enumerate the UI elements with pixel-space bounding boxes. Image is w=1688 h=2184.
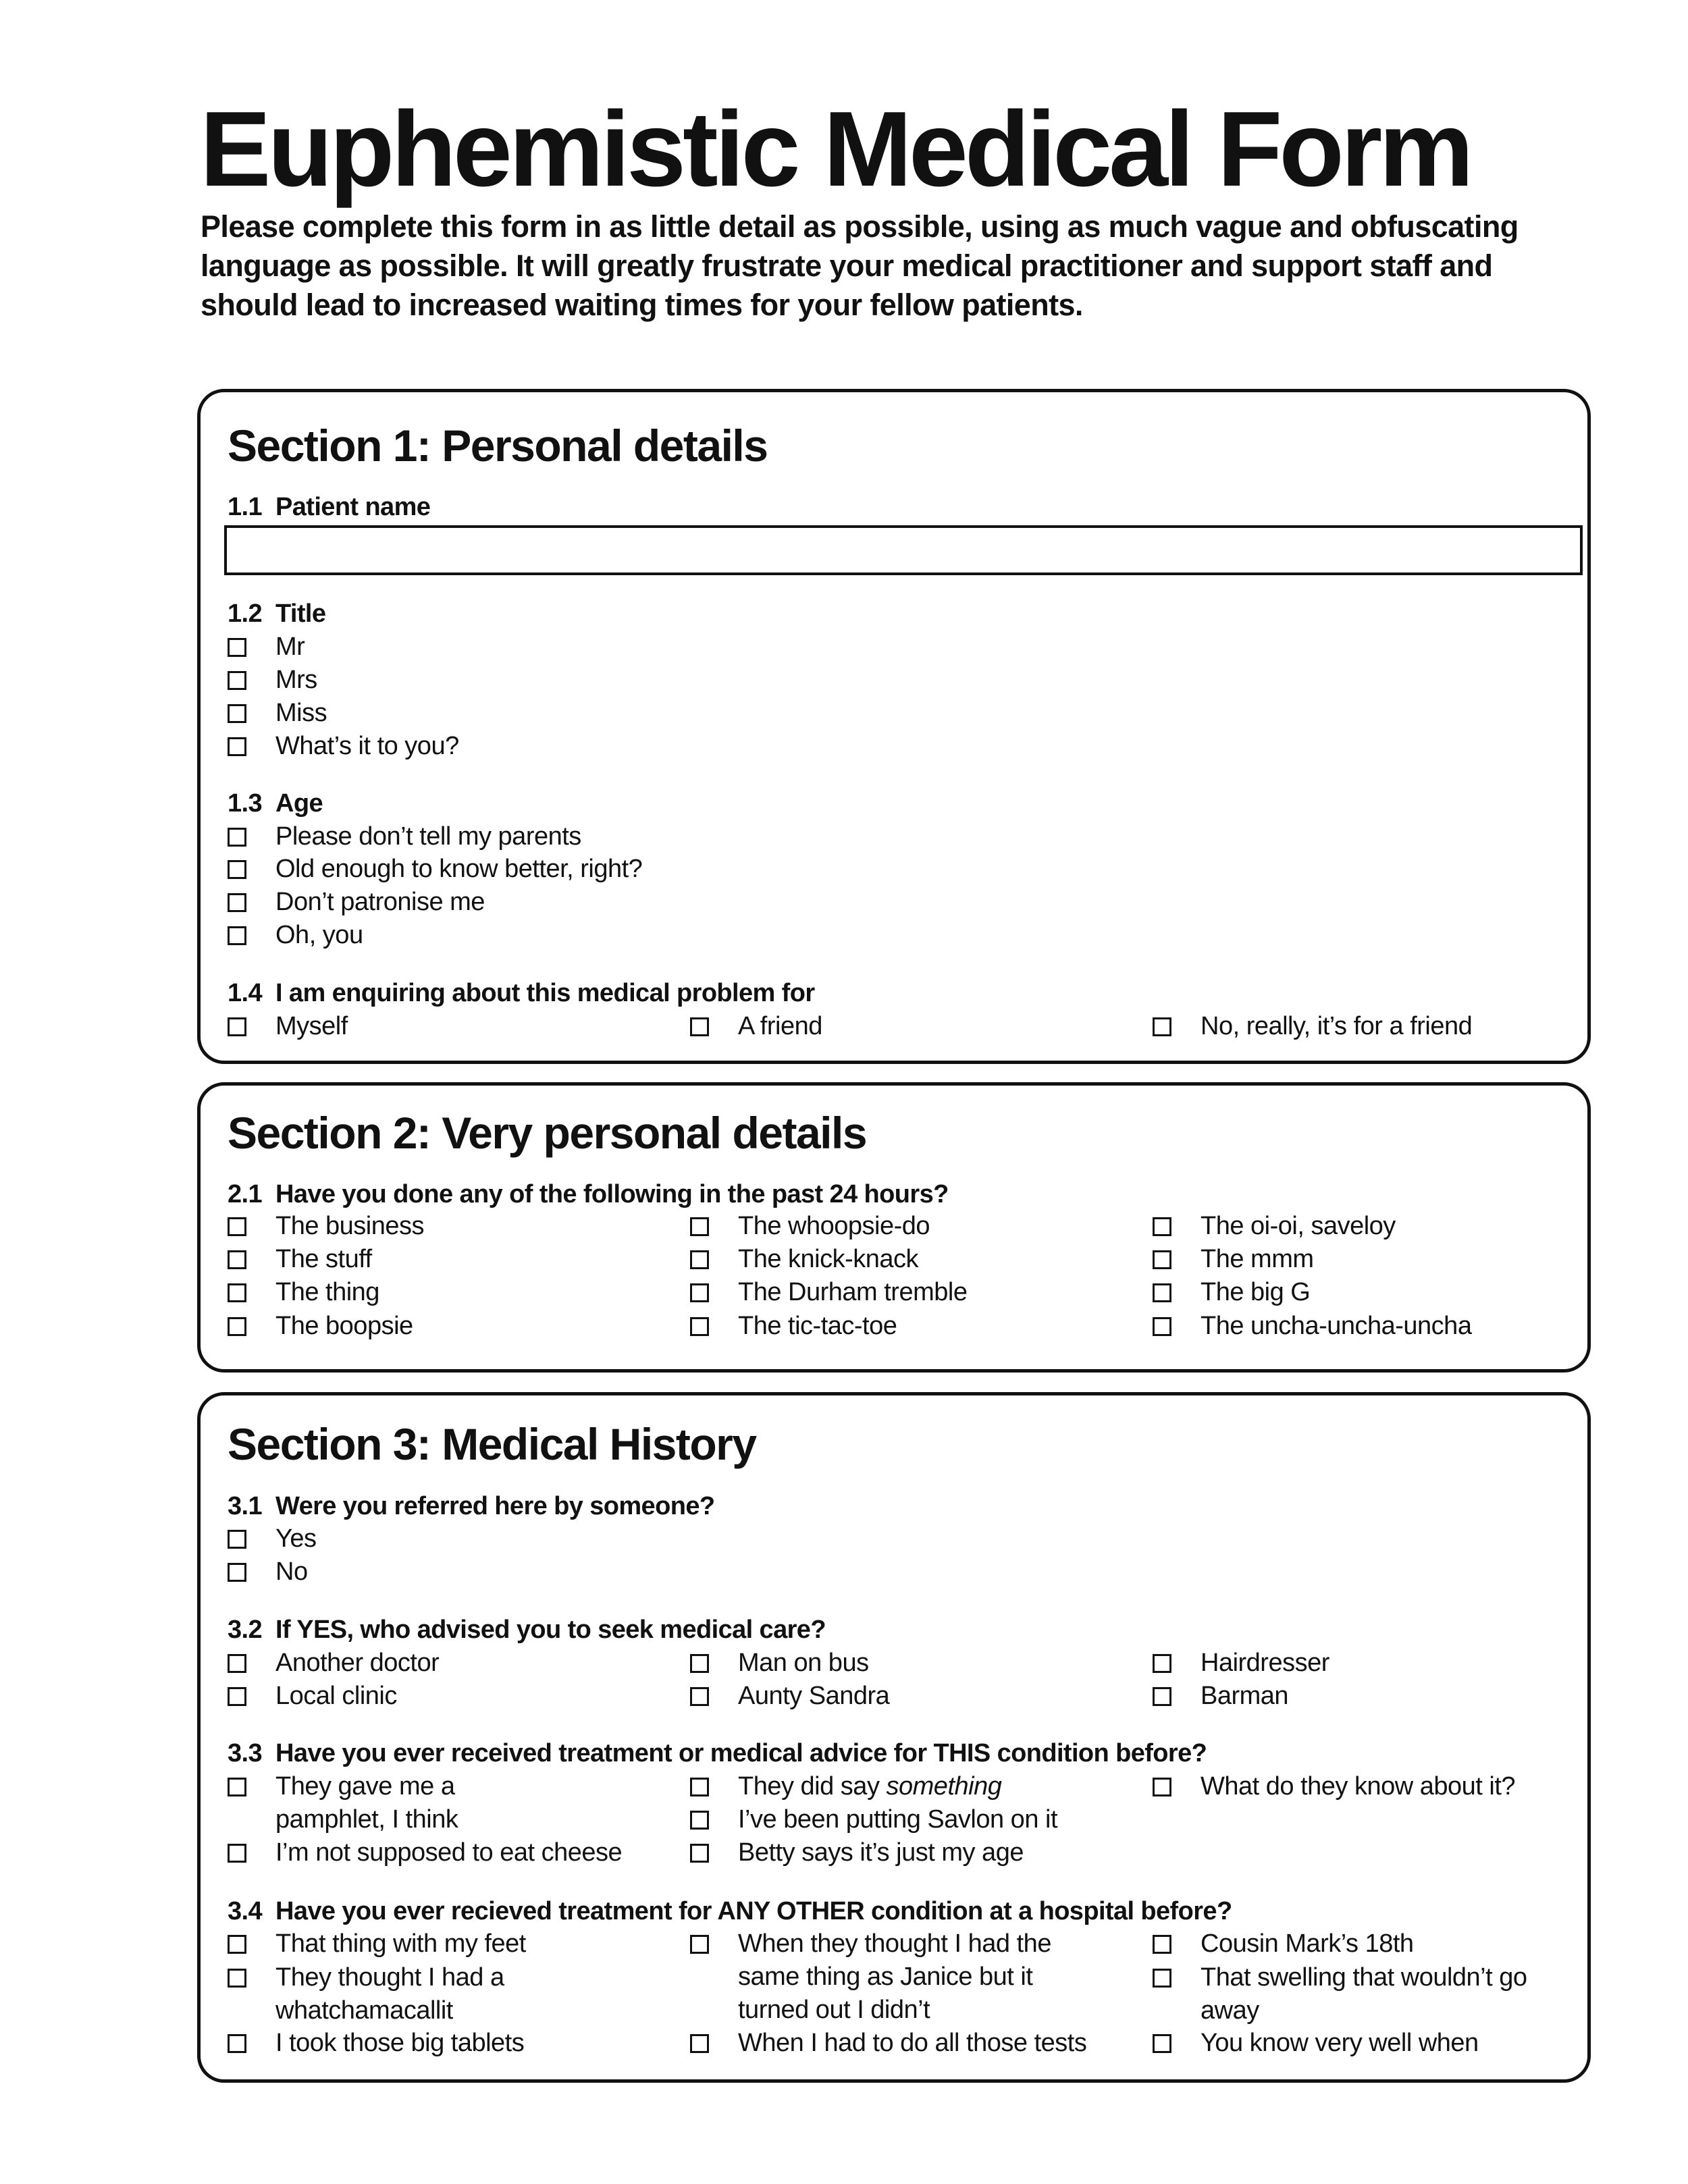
checkbox[interactable] <box>690 2034 709 2053</box>
checkbox[interactable] <box>690 1317 709 1336</box>
option-label: Mr <box>275 633 305 661</box>
question-number: 1.3 <box>228 789 263 818</box>
option-label: Local clinic <box>275 1682 397 1710</box>
option-label: Aunty Sandra <box>738 1682 890 1710</box>
checkbox[interactable] <box>1153 2034 1171 2053</box>
option-label: Myself <box>275 1012 348 1040</box>
checkbox[interactable] <box>228 926 246 945</box>
question-label: Were you referred here by someone? <box>275 1492 715 1520</box>
question-number: 3.1 <box>228 1492 263 1520</box>
question-label: Patient name <box>275 493 431 521</box>
question-number: 3.3 <box>228 1739 263 1767</box>
checkbox[interactable] <box>1153 1017 1171 1036</box>
question-1-2 <box>228 597 325 631</box>
question-1-4 <box>228 977 815 1010</box>
checkbox[interactable] <box>1153 1687 1171 1706</box>
question-label: If YES, who advised you to seek medical care? <box>275 1616 826 1644</box>
intro-line: should lead to increased waiting times for your fellow patients. <box>201 288 1083 322</box>
option-label: That thing with my feet <box>275 1929 526 1958</box>
option-label-text: They did say <box>738 1772 880 1801</box>
question-number: 1.1 <box>228 493 263 521</box>
checkbox[interactable] <box>1153 1654 1171 1673</box>
intro-line: Please complete this form in as little detail as possible, using as much vague and obfuscating <box>201 209 1519 244</box>
option-label: No, really, it’s for a friend <box>1201 1012 1473 1040</box>
section-2-heading: Section 2: Very personal details <box>228 1108 867 1158</box>
option-label: The big G <box>1201 1278 1311 1306</box>
question-number: 2.1 <box>228 1180 263 1208</box>
question-label: Have you done any of the following in the past 24 hours? <box>275 1180 949 1208</box>
checkbox[interactable] <box>228 638 246 657</box>
checkbox[interactable] <box>228 1935 246 1954</box>
question-number: 1.2 <box>228 600 263 628</box>
checkbox[interactable] <box>228 1317 246 1336</box>
checkbox[interactable] <box>228 1844 246 1863</box>
option-label: Old enough to know better, right? <box>275 855 643 883</box>
question-3-4 <box>228 1895 1232 1928</box>
option-label: Betty says it’s just my age <box>738 1838 1024 1867</box>
checkbox[interactable] <box>228 2034 246 2053</box>
checkbox[interactable] <box>690 1935 709 1954</box>
option-label: What do they know about it? <box>1201 1772 1516 1801</box>
option-label: No <box>275 1557 308 1586</box>
option-label: The business <box>275 1212 425 1240</box>
question-label: Title <box>275 600 326 628</box>
checkbox[interactable] <box>228 1778 246 1796</box>
checkbox[interactable] <box>690 1283 709 1302</box>
checkbox[interactable] <box>690 1844 709 1863</box>
question-number: 3.4 <box>228 1897 263 1925</box>
option-label: Miss <box>275 699 327 727</box>
option-label-emphasis: something <box>886 1772 1002 1801</box>
checkbox[interactable] <box>1153 1250 1171 1269</box>
intro-paragraph <box>201 207 1618 325</box>
checkbox[interactable] <box>1153 1317 1171 1336</box>
option-label: Cousin Mark’s 18th <box>1201 1929 1414 1958</box>
option-label: You know very well when <box>1201 2029 1479 2057</box>
option-label: The stuff <box>275 1245 372 1273</box>
option-label: They thought I had a whatchamacallit <box>275 1963 504 2025</box>
checkbox[interactable] <box>1153 1217 1171 1236</box>
question-1-3 <box>228 787 323 820</box>
checkbox[interactable] <box>228 1217 246 1236</box>
question-label: Have you ever received treatment or medical advice for THIS condition before? <box>275 1739 1207 1767</box>
checkbox[interactable] <box>690 1654 709 1673</box>
option-label: The whoopsie-do <box>738 1212 930 1240</box>
option-label: The oi-oi, saveloy <box>1201 1212 1396 1240</box>
option-label: Please don’t tell my parents <box>275 822 581 851</box>
patient-name-input[interactable] <box>224 525 1583 575</box>
option-label: When they thought I had the same thing as Janice but it turned out I didn’t <box>738 1929 1051 2024</box>
question-3-1 <box>228 1490 714 1523</box>
checkbox[interactable] <box>228 737 246 756</box>
option-label: Yes <box>275 1524 317 1553</box>
option-label: A friend <box>738 1012 822 1040</box>
option-label: The Durham tremble <box>738 1278 968 1306</box>
option-label: The boopsie <box>275 1312 413 1340</box>
option-label: When I had to do all those tests <box>738 2029 1087 2057</box>
checkbox[interactable] <box>228 1530 246 1549</box>
checkbox[interactable] <box>228 1563 246 1582</box>
section-1-heading: Section 1: Personal details <box>228 421 768 471</box>
option-label: Hairdresser <box>1201 1649 1329 1677</box>
checkbox[interactable] <box>228 1250 246 1269</box>
option-label: That swelling that wouldn’t go away <box>1201 1963 1527 2025</box>
option-label <box>738 1770 1143 1803</box>
checkbox[interactable] <box>228 1687 246 1706</box>
checkbox[interactable] <box>228 860 246 879</box>
page-title: Euphemistic Medical Form <box>200 90 1471 209</box>
option-label: They gave me a pamphlet, I think <box>275 1772 458 1834</box>
question-label: I am enquiring about this medical problem for <box>275 979 815 1007</box>
checkbox[interactable] <box>228 1283 246 1302</box>
question-number: 1.4 <box>228 979 263 1007</box>
question-1-1 <box>228 491 430 524</box>
option-label: The mmm <box>1201 1245 1314 1273</box>
checkbox[interactable] <box>690 1250 709 1269</box>
option-label: The knick-knack <box>738 1245 919 1273</box>
checkbox[interactable] <box>1153 1778 1171 1796</box>
checkbox[interactable] <box>690 1778 709 1796</box>
checkbox[interactable] <box>1153 1935 1171 1954</box>
question-number: 3.2 <box>228 1616 263 1644</box>
checkbox[interactable] <box>228 828 246 847</box>
question-3-2 <box>228 1614 826 1647</box>
checkbox[interactable] <box>228 671 246 690</box>
option-label: I’ve been putting Savlon on it <box>738 1805 1058 1834</box>
question-2-1 <box>228 1178 949 1211</box>
checkbox[interactable] <box>228 1654 246 1673</box>
option-label: I’m not supposed to eat cheese <box>275 1838 623 1867</box>
question-label: Have you ever recieved treatment for ANY OTHER condition at a hospital before? <box>275 1897 1232 1925</box>
option-label: The uncha-uncha-uncha <box>1201 1312 1472 1340</box>
checkbox[interactable] <box>1153 1283 1171 1302</box>
option-label: Oh, you <box>275 921 363 949</box>
checkbox[interactable] <box>228 1969 246 1988</box>
option-label: Barman <box>1201 1682 1289 1710</box>
question-3-3 <box>228 1737 1207 1770</box>
option-label: Mrs <box>275 666 317 694</box>
option-label: The thing <box>275 1278 379 1306</box>
option-label: What’s it to you? <box>275 732 459 760</box>
option-label: Man on bus <box>738 1649 869 1677</box>
question-label: Age <box>275 789 323 818</box>
option-label: The tic-tac-toe <box>738 1312 897 1340</box>
checkbox[interactable] <box>228 893 246 912</box>
checkbox[interactable] <box>1153 1969 1171 1988</box>
option-label: Don’t patronise me <box>275 888 485 916</box>
checkbox[interactable] <box>228 1017 246 1036</box>
checkbox[interactable] <box>690 1217 709 1236</box>
option-label: Another doctor <box>275 1649 440 1677</box>
option-label: I took those big tablets <box>275 2029 525 2057</box>
checkbox[interactable] <box>690 1687 709 1706</box>
section-3-heading: Section 3: Medical History <box>228 1419 756 1469</box>
checkbox[interactable] <box>228 704 246 723</box>
checkbox[interactable] <box>690 1811 709 1830</box>
intro-line: language as possible. It will greatly frustrate your medical practitioner and support staff and <box>201 248 1493 283</box>
checkbox[interactable] <box>690 1017 709 1036</box>
